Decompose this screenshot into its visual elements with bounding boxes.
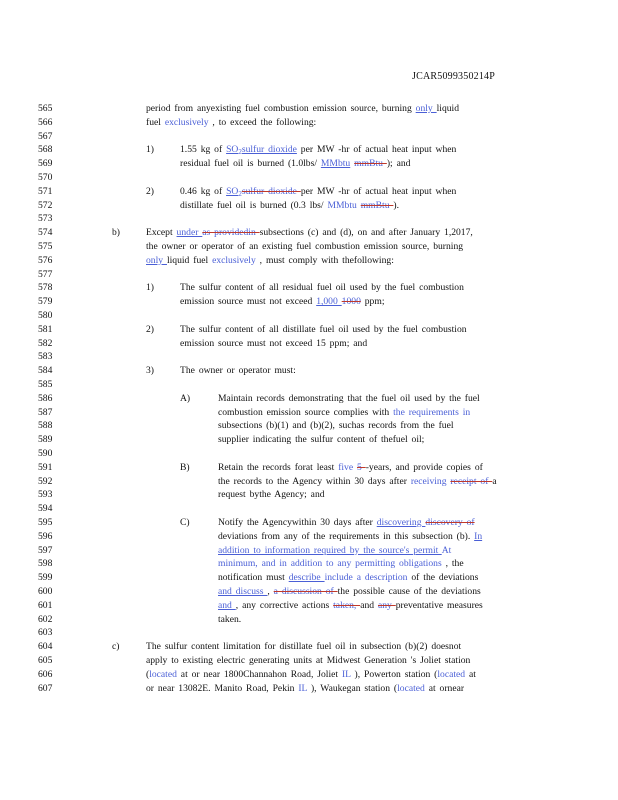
- line-text: [180, 157, 410, 170]
- text-segment: supplier indicating the sulfur content of thefuel oil;: [218, 434, 425, 446]
- inserted-text: SO: [226, 185, 239, 197]
- line-text: [218, 613, 241, 626]
- line-number: 572: [38, 199, 53, 211]
- inserted-text: five: [338, 461, 358, 473]
- line-text: [218, 475, 497, 488]
- deleted-text: mmBtu: [354, 158, 387, 170]
- line-text: [146, 640, 461, 653]
- text-segment: ); and: [386, 158, 411, 170]
- document-line: [0, 226, 618, 239]
- document-line: [0, 392, 618, 405]
- list-label: B): [180, 461, 190, 473]
- text-segment: notification must: [218, 572, 289, 584]
- line-text: [180, 199, 399, 212]
- inserted-text: in: [462, 406, 471, 418]
- list-label: 1): [146, 144, 154, 156]
- line-text: [180, 295, 384, 308]
- text-segment: emission source must not exceed 15 ppm; and: [180, 337, 368, 349]
- text-segment: , must comply with thefollowing:: [255, 254, 394, 266]
- inserted-text: located: [437, 668, 466, 680]
- inserted-text: and discuss: [218, 586, 268, 597]
- text-segment: -years, and provide copies of: [365, 461, 483, 473]
- line-text: [146, 654, 470, 667]
- inserted-text: discovering: [376, 517, 426, 528]
- text-segment: Retain the records forat least: [218, 461, 339, 473]
- inserted-text: MMbtu: [327, 199, 357, 211]
- line-number: 598: [38, 558, 53, 570]
- line-number: 585: [38, 379, 53, 390]
- line-number: 588: [38, 420, 53, 432]
- line-number: 601: [38, 599, 53, 611]
- document-line: [0, 461, 618, 474]
- document-line: [0, 240, 618, 253]
- text-segment: (: [146, 668, 150, 680]
- document-line: [0, 199, 618, 212]
- document-line: [0, 571, 618, 584]
- text-segment: at ornear: [424, 682, 465, 694]
- document-line: [0, 350, 618, 363]
- deleted-text: sulfur dioxide: [241, 185, 301, 197]
- line-text: [218, 461, 483, 474]
- line-number: 600: [38, 586, 53, 597]
- document-line: [0, 157, 618, 170]
- line-text: [218, 516, 475, 529]
- document-line: [0, 544, 618, 557]
- line-text: [218, 585, 481, 598]
- document-line: [0, 130, 618, 143]
- inserted-text: IL: [341, 668, 351, 680]
- line-number: 596: [38, 530, 53, 542]
- line-text: [146, 226, 473, 239]
- text-segment: subsections (c) and (d), on and after January 1,2017,: [259, 227, 473, 239]
- text-segment: ,: [267, 586, 274, 597]
- text-segment: ), Waukegan station (: [307, 682, 398, 694]
- inserted-text: include a description: [324, 572, 408, 584]
- line-number: 582: [38, 337, 53, 349]
- text-segment: period from anyexisting fuel combustion emission source, burning: [146, 103, 416, 114]
- document-line: [0, 682, 618, 695]
- inserted-text: describe: [288, 572, 325, 584]
- document-line: [0, 309, 618, 322]
- text-segment: The sulfur content of all distillate fuel oil used by the fuel combustion: [180, 323, 467, 335]
- line-number: 589: [38, 434, 53, 446]
- list-label: 3): [146, 365, 154, 377]
- deleted-text: a discussion of: [273, 586, 338, 597]
- list-label: 2): [146, 323, 154, 335]
- line-number: 583: [38, 351, 53, 363]
- line-text: [218, 599, 483, 612]
- line-text: [218, 557, 464, 570]
- text-segment: 1.55 kg of: [180, 144, 227, 156]
- list-label: b): [112, 227, 120, 239]
- line-number: 605: [38, 655, 53, 666]
- deleted-text: mmBtu: [360, 199, 394, 211]
- document-line: [0, 502, 618, 515]
- line-number: 570: [38, 172, 53, 183]
- text-segment: distillate fuel oil is burned (0.3 lbs/: [180, 199, 328, 211]
- document-line: [0, 613, 618, 626]
- text-segment: residual fuel oil is burned (1.0lbs/: [180, 158, 321, 170]
- text-segment: Maintain records demonstrating that the fuel oil used by the fuel: [218, 392, 480, 404]
- line-text: [146, 240, 463, 253]
- text-segment: taken.: [218, 613, 242, 625]
- text-segment: preventative measures: [395, 599, 483, 611]
- line-number: 595: [38, 517, 53, 528]
- inserted-text: receiving: [410, 475, 447, 487]
- text-segment: a: [492, 475, 497, 487]
- text-segment: , any corrective actions: [235, 599, 334, 611]
- document-line: [0, 268, 618, 281]
- document-line: [0, 488, 618, 501]
- inserted-text: exclusively: [212, 254, 256, 266]
- text-segment: ).: [393, 199, 399, 211]
- document-line: [0, 585, 618, 598]
- inserted-text: IL: [298, 682, 308, 694]
- document-line: [0, 323, 618, 336]
- inserted-text: sulfur dioxide: [241, 144, 297, 156]
- line-number: 565: [38, 103, 53, 114]
- line-number: 575: [38, 241, 53, 252]
- text-segment: and: [360, 599, 378, 611]
- line-number: 576: [38, 254, 53, 266]
- subscript-text: 2: [238, 189, 242, 198]
- line-text: [146, 116, 316, 129]
- text-segment: The owner or operator must:: [180, 365, 296, 377]
- document-line: [0, 475, 618, 488]
- inserted-text: addition to information required by the source's permit: [218, 544, 442, 556]
- list-label: A): [180, 392, 191, 404]
- line-number: 581: [38, 323, 53, 335]
- text-segment: request bythe Agency; and: [218, 489, 325, 501]
- deleted-text: any: [377, 599, 396, 611]
- inserted-text: SO: [226, 144, 239, 156]
- text-segment: the owner or operator of an existing fuel combustion emission source, burning: [146, 241, 464, 252]
- document-line: [0, 185, 618, 198]
- document-line: [0, 626, 618, 639]
- line-text: [180, 281, 464, 294]
- line-number: 606: [38, 668, 53, 680]
- line-text: [218, 530, 482, 543]
- document-line: [0, 171, 618, 184]
- list-label: 2): [146, 185, 154, 197]
- inserted-text: At: [441, 544, 452, 556]
- line-number: 571: [38, 185, 53, 197]
- text-segment: deviations from any of the requirements in this subsection (b).: [218, 530, 475, 542]
- inserted-text: In: [474, 530, 483, 542]
- line-text: [218, 433, 424, 446]
- inserted-text: located: [397, 682, 425, 694]
- inserted-text: under: [176, 227, 203, 239]
- inserted-text: 1,000: [316, 296, 342, 308]
- text-segment: 0.46 kg of: [180, 185, 227, 197]
- document-line: [0, 447, 618, 460]
- document-line: [0, 654, 618, 667]
- line-text: [218, 392, 480, 405]
- text-segment: at: [465, 668, 476, 680]
- text-segment: , the: [441, 558, 464, 570]
- text-segment: apply to existing electric generating units at Midwest Generation 's Joliet station: [146, 655, 471, 666]
- line-number: 584: [38, 365, 53, 377]
- subscript-text: 2: [238, 148, 242, 157]
- text-segment: Notify the Agencywithin 30 days after: [218, 517, 377, 528]
- text-segment: per MW -hr of actual heat input when: [300, 185, 457, 197]
- line-number: 602: [38, 613, 53, 625]
- line-number: 586: [38, 392, 53, 404]
- inserted-text: and: [218, 599, 236, 611]
- line-number: 574: [38, 227, 53, 239]
- deleted-text: as providedin: [202, 227, 260, 239]
- document-line: [0, 599, 618, 612]
- document-line: [0, 337, 618, 350]
- list-label: 1): [146, 282, 154, 294]
- text-segment: The sulfur content of all residual fuel oil used by the fuel combustion: [180, 282, 464, 294]
- line-number: 577: [38, 268, 53, 280]
- document-line: [0, 406, 618, 419]
- line-number: 580: [38, 310, 53, 321]
- line-number: 573: [38, 213, 53, 225]
- document-line: [0, 516, 618, 529]
- document-line: [0, 364, 618, 377]
- inserted-text: only: [146, 254, 167, 266]
- text-segment: of the deviations: [407, 572, 479, 584]
- deleted-text: taken,: [333, 599, 361, 611]
- text-segment: the possible cause of the deviations: [337, 586, 481, 597]
- document-line: [0, 212, 618, 225]
- deleted-text: 1000: [341, 296, 361, 308]
- line-number: 592: [38, 475, 53, 487]
- list-label: c): [112, 641, 120, 653]
- document-line: [0, 640, 618, 653]
- line-number: 590: [38, 448, 53, 459]
- document-line: [0, 668, 618, 681]
- document-line: [0, 281, 618, 294]
- inserted-text: the requirements: [393, 406, 459, 418]
- text-segment: combustion emission source complies with: [218, 406, 394, 418]
- line-text: [146, 668, 476, 681]
- line-number: 569: [38, 158, 53, 170]
- inserted-text: exclusively: [164, 116, 209, 128]
- text-segment: ppm;: [360, 296, 385, 308]
- document-line: [0, 419, 618, 432]
- line-number: 578: [38, 282, 53, 294]
- line-text: [218, 406, 470, 419]
- line-number: 593: [38, 489, 53, 501]
- document-line: [0, 116, 618, 129]
- line-text: [180, 337, 367, 350]
- line-number: 604: [38, 641, 53, 653]
- inserted-text: located: [149, 668, 177, 680]
- text-segment: liquid fuel: [166, 254, 213, 266]
- document-line: [0, 102, 618, 115]
- line-text: [218, 419, 454, 432]
- line-number: 607: [38, 682, 53, 694]
- line-number: 587: [38, 406, 53, 418]
- line-number: 594: [38, 503, 53, 515]
- line-text: [218, 488, 325, 501]
- text-segment: The sulfur content limitation for distillate fuel oil in subsection (b)(2) doesnot: [146, 641, 462, 653]
- line-number: 591: [38, 461, 53, 473]
- inserted-text: MMbtu: [320, 158, 351, 170]
- deleted-text: discovery of: [425, 517, 475, 528]
- document-line: [0, 557, 618, 570]
- text-segment: Except: [146, 227, 177, 239]
- deleted-text: receipt of: [450, 475, 493, 487]
- text-segment: or near 13082E. Manito Road, Pekin: [146, 682, 299, 694]
- text-segment: at or near 1800Channahon Road, Joliet: [176, 668, 342, 680]
- text-segment: fuel: [146, 116, 165, 128]
- document-line: [0, 378, 618, 391]
- line-text: [146, 254, 394, 267]
- deleted-text: 5: [357, 461, 366, 473]
- inserted-text: minimum, and in addition to any permitting obligations: [218, 558, 442, 570]
- document-code-header: JCAR5099350214P: [412, 71, 496, 82]
- text-segment: subsections (b)(1) and (b)(2), suchas records from the fuel: [218, 420, 454, 432]
- text-segment: ), Powerton station (: [350, 668, 438, 680]
- document-line: [0, 254, 618, 267]
- line-text: [218, 571, 478, 584]
- line-text: [180, 364, 296, 377]
- line-number: 599: [38, 572, 53, 584]
- line-text: [218, 544, 451, 557]
- line-number: 603: [38, 627, 53, 639]
- text-segment: , to exceed the following:: [208, 116, 317, 128]
- document-line: [0, 295, 618, 308]
- inserted-text: only: [415, 103, 437, 114]
- line-text: [146, 682, 464, 695]
- document-line: [0, 530, 618, 543]
- text-segment: liquid: [436, 103, 460, 114]
- line-number: 597: [38, 544, 53, 556]
- line-number: 567: [38, 130, 53, 142]
- line-number: 568: [38, 144, 53, 156]
- text-segment: per MW -hr of actual heat input when: [296, 144, 457, 156]
- text-segment: the records to the Agency within 30 days after: [218, 475, 411, 487]
- line-number: 566: [38, 116, 53, 128]
- line-text: [180, 323, 467, 336]
- line-number: 579: [38, 296, 53, 308]
- list-label: C): [180, 517, 190, 528]
- line-text: [146, 102, 459, 115]
- text-segment: emission source must not exceed: [180, 296, 317, 308]
- document-line: [0, 143, 618, 156]
- document-line: [0, 433, 618, 446]
